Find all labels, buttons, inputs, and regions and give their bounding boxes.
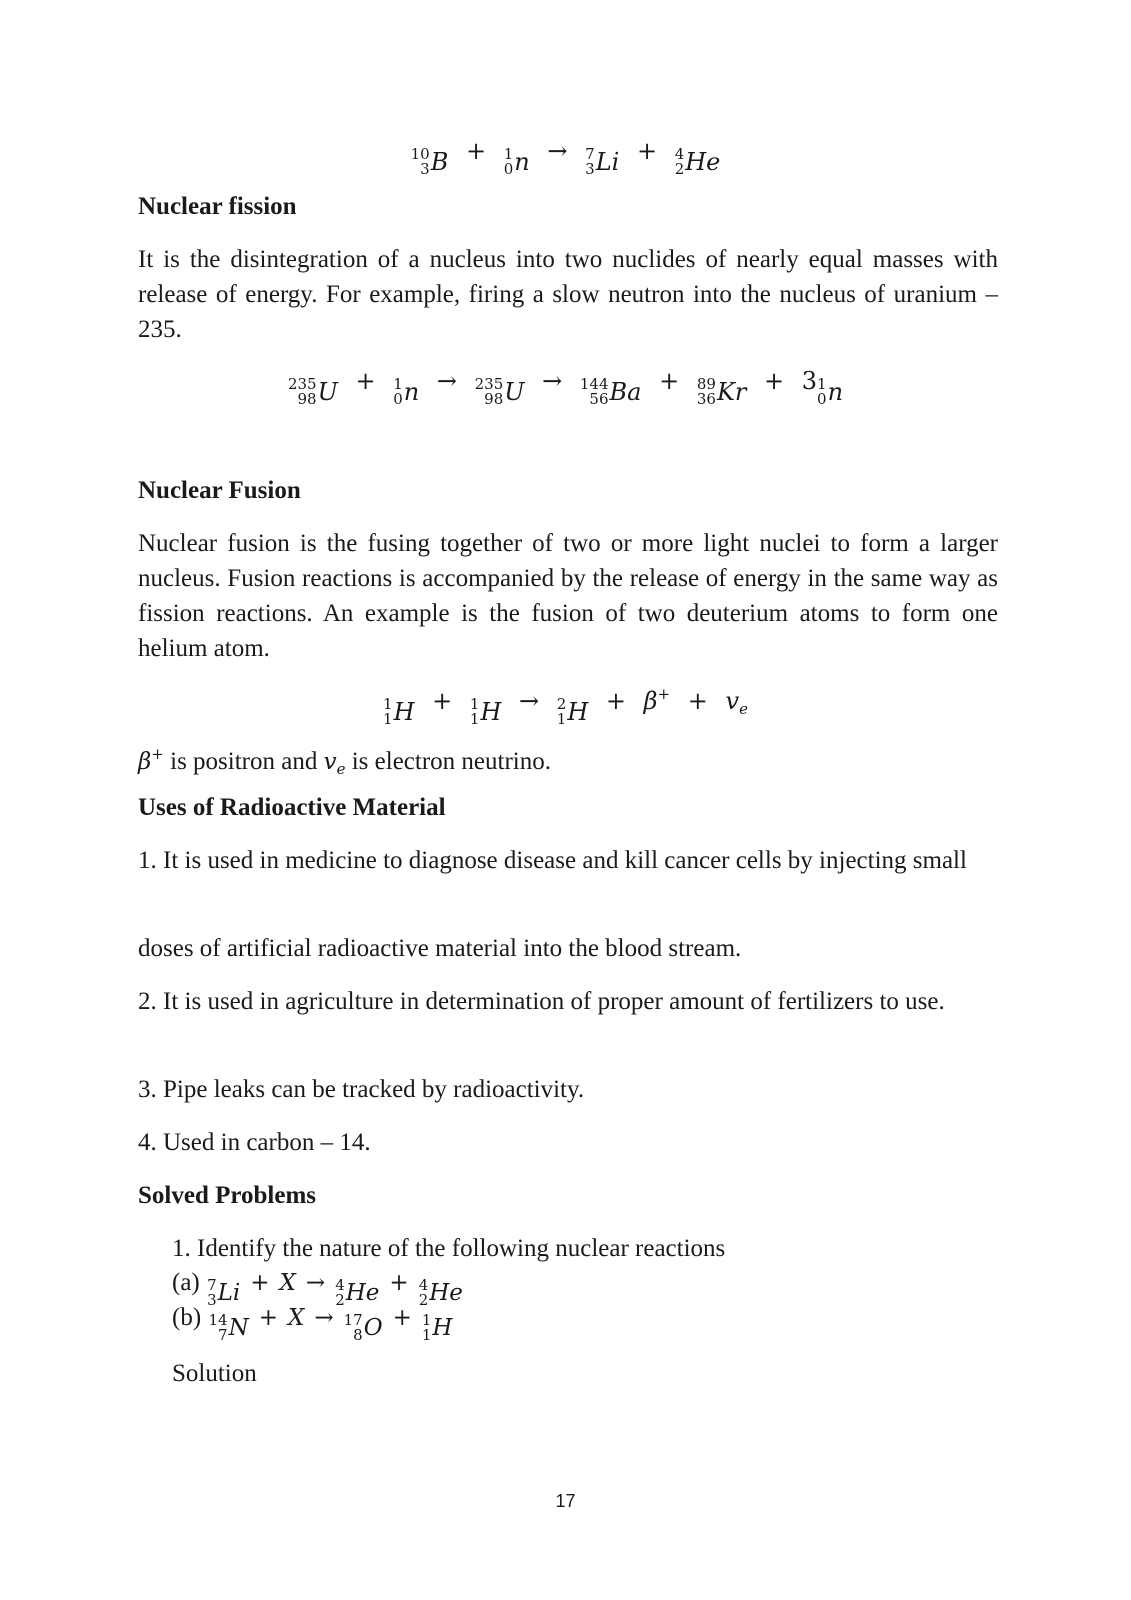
fusion-equation: [0, 685, 1131, 727]
uses-item-3: 3. Pipe leaks can be tracked by radioactivity.: [138, 1076, 585, 1103]
plus-sign: +: [250, 1270, 270, 1296]
uses-item-1: 1. It is used in medicine to diagnose disease and kill cancer cells by injecting small: [138, 847, 967, 874]
fission-heading: Nuclear fission: [138, 193, 297, 220]
element-symbol: H: [567, 698, 589, 726]
beta-charge: +: [657, 685, 671, 703]
mass-number: 2: [556, 695, 567, 713]
beta-letter: β: [138, 749, 152, 775]
note-text: is positron and: [163, 748, 324, 775]
neutrino-symbol: [725, 687, 748, 718]
atomic-number: 98: [297, 390, 317, 408]
atomic-number: 3: [420, 160, 430, 178]
reaction-b: [172, 1300, 452, 1346]
question-1: 1. Identify the nature of the following nuclear reactions: [172, 1235, 726, 1262]
element-symbol: B: [430, 148, 449, 176]
nuclide: [475, 377, 525, 407]
fusion-paragraph: Nuclear fusion is the fusing together of two or more light nuclei to form a larger nucleus. Fusion reactions is accompanied by the release of energy in the same way as fission reactions. An example is the fusion of two deuterium atoms to form one helium atom.: [138, 530, 998, 662]
mass-number: 89: [696, 375, 716, 393]
element-symbol: H: [432, 1314, 453, 1341]
plus-sign: +: [355, 367, 376, 395]
element-symbol: O: [363, 1314, 383, 1341]
mass-number: 7: [585, 145, 595, 163]
positron-symbol: [644, 687, 670, 715]
unknown-particle: X: [279, 1270, 296, 1296]
atomic-number: 2: [418, 1291, 429, 1309]
atomic-number: 7: [218, 1326, 228, 1344]
element-symbol: He: [429, 1279, 463, 1306]
uses-item-1-continued: doses of artificial radioactive material into the blood stream.: [138, 935, 742, 962]
boron-neutron-equation: [0, 137, 1131, 177]
uses-heading: Uses of Radioactive Material: [138, 794, 446, 821]
arrow-icon: →: [436, 367, 457, 395]
nuclide: [208, 1311, 248, 1346]
nu-letter: v: [725, 687, 740, 715]
atomic-number: 0: [393, 390, 403, 408]
nuclide: [344, 1311, 383, 1346]
nuclide: [585, 147, 619, 177]
fission-equation: [0, 367, 1131, 407]
element-symbol: U: [317, 378, 338, 406]
mass-number: 1: [421, 1311, 432, 1329]
atomic-number: 56: [589, 390, 609, 408]
nuclide: [470, 697, 501, 727]
element-symbol: n: [514, 148, 530, 176]
nu-subscript: e: [336, 760, 346, 778]
plus-sign: +: [687, 687, 708, 715]
nuclide: [288, 377, 338, 407]
plus-sign: +: [389, 1270, 409, 1296]
mass-number: 235: [474, 375, 504, 393]
atomic-number: 0: [503, 160, 514, 178]
atomic-number: 2: [674, 160, 685, 178]
atomic-number: 3: [207, 1291, 217, 1309]
plus-sign: +: [605, 687, 627, 715]
mass-number: 1: [393, 375, 403, 393]
atomic-number: 1: [383, 710, 393, 728]
mass-number: 1: [817, 375, 827, 393]
atomic-number: 1: [421, 1326, 432, 1344]
mass-number: 235: [287, 375, 317, 393]
mass-number: 1: [383, 695, 393, 713]
nuclide: [557, 697, 588, 727]
mass-number: 144: [579, 375, 609, 393]
arrow-icon: →: [519, 687, 540, 715]
plus-sign: +: [659, 367, 680, 395]
nuclide: [697, 377, 747, 407]
atomic-number: 1: [469, 710, 480, 728]
element-symbol: H: [393, 698, 415, 726]
element-symbol: n: [403, 378, 420, 406]
atomic-number: 36: [696, 390, 716, 408]
reaction-label: (b): [172, 1304, 202, 1331]
atomic-number: 0: [817, 390, 827, 408]
element-symbol: N: [228, 1314, 249, 1341]
atomic-number: 2: [335, 1291, 345, 1309]
positron-symbol: [138, 745, 164, 775]
atomic-number: 1: [556, 710, 567, 728]
mass-number: 1: [503, 145, 514, 163]
element-symbol: Li: [595, 148, 620, 176]
fusion-note: [138, 737, 998, 787]
solution-label: Solution: [172, 1360, 257, 1387]
plus-sign: +: [636, 137, 658, 165]
coefficient: 3: [801, 367, 818, 395]
nuclide: [411, 147, 449, 177]
solved-heading: Solved Problems: [138, 1182, 317, 1209]
element-symbol: Li: [217, 1279, 241, 1306]
nu-subscript: e: [739, 700, 748, 718]
mass-number: 7: [207, 1276, 217, 1294]
nuclide: [580, 377, 642, 407]
uses-item-4: 4. Used in carbon – 14.: [138, 1129, 371, 1156]
nuclide: [817, 377, 843, 407]
element-symbol: U: [504, 378, 525, 406]
mass-number: 4: [418, 1276, 429, 1294]
mass-number: 10: [410, 145, 430, 163]
page-number: 17: [555, 1491, 576, 1511]
element-symbol: He: [345, 1279, 380, 1306]
plus-sign: +: [392, 1305, 412, 1331]
nuclide: [675, 147, 721, 177]
mass-number: 4: [335, 1276, 345, 1294]
element-symbol: Kr: [716, 378, 747, 406]
nuclide: [393, 377, 419, 407]
nu-letter: v: [323, 749, 337, 775]
beta-charge: +: [151, 745, 164, 763]
unknown-particle: X: [287, 1305, 305, 1331]
element-symbol: H: [480, 698, 502, 726]
nuclide: [383, 697, 414, 727]
arrow-icon: →: [314, 1305, 334, 1331]
neutrino-symbol: [323, 749, 346, 778]
fission-paragraph: It is the disintegration of a nucleus into two nuclides of nearly equal masses with release of energy. For example, firing a slow neutron into the nucleus of uranium – 235.: [138, 246, 998, 343]
plus-sign: +: [258, 1305, 278, 1331]
fusion-heading: Nuclear Fusion: [138, 477, 301, 504]
beta-letter: β: [643, 687, 658, 715]
plus-sign: +: [465, 137, 487, 165]
arrow-icon: →: [542, 367, 563, 395]
nuclide: [504, 147, 530, 177]
atomic-number: 98: [484, 390, 504, 408]
uses-item-2: 2. It is used in agriculture in determination of proper amount of fertilizers to use.: [138, 988, 945, 1015]
element-symbol: n: [827, 378, 844, 406]
mass-number: 1: [469, 695, 480, 713]
atomic-number: 3: [585, 160, 595, 178]
atomic-number: 8: [353, 1326, 363, 1344]
mass-number: 4: [674, 145, 685, 163]
arrow-icon: →: [305, 1270, 326, 1296]
mass-number: 14: [208, 1311, 228, 1329]
nuclide: [422, 1311, 453, 1346]
note-text: is electron neutrino.: [345, 748, 551, 775]
element-symbol: Ba: [609, 378, 642, 406]
mass-number: 17: [343, 1311, 363, 1329]
plus-sign: +: [432, 687, 453, 715]
arrow-icon: →: [547, 137, 568, 165]
plus-sign: +: [764, 367, 785, 395]
reaction-label: (a): [172, 1269, 200, 1296]
element-symbol: He: [685, 148, 721, 176]
